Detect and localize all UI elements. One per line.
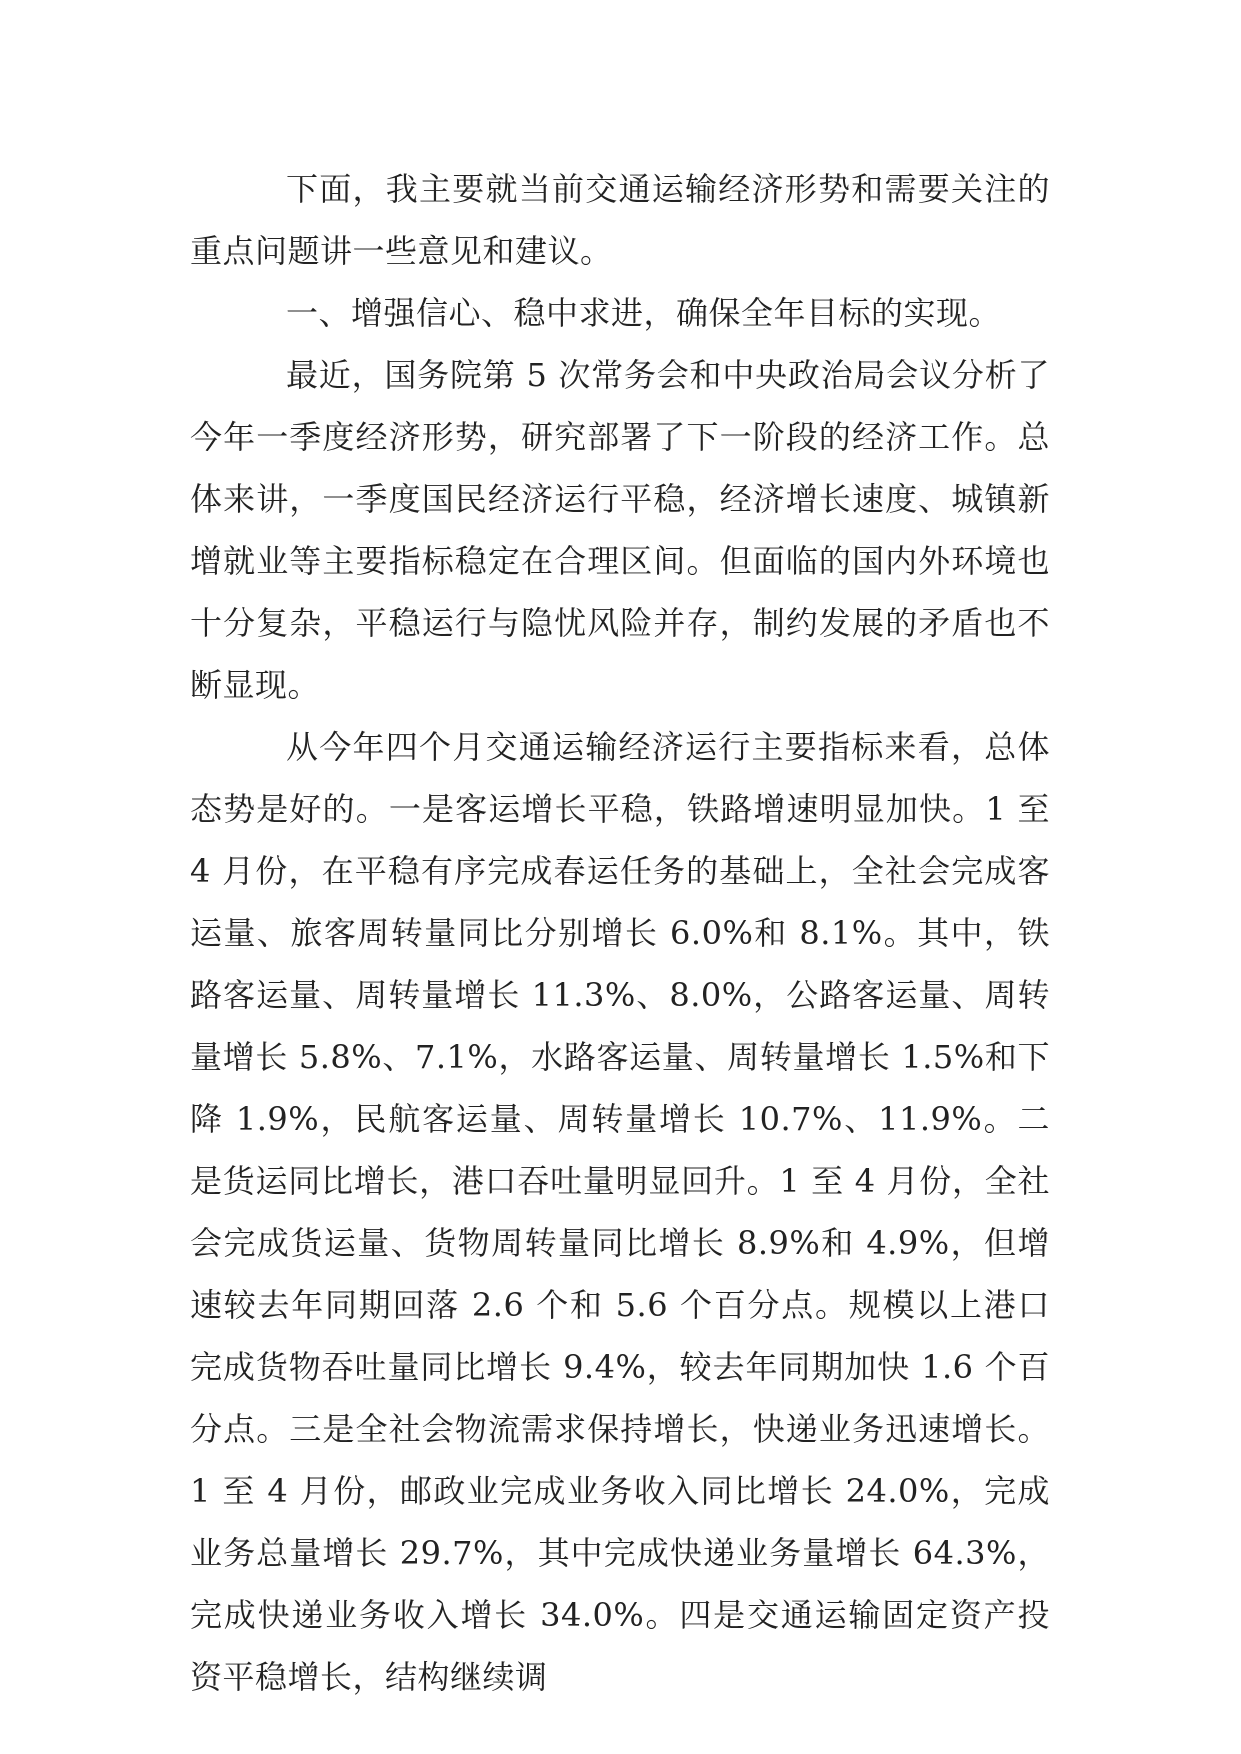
section-heading: 一、增强信心、稳中求进，确保全年目标的实现。 [286,294,1002,332]
document-body [190,158,1050,1708]
paragraph-transport-indicators: 从今年四个月交通运输经济运行主要指标来看，总体态势是好的。一是客运增长平稳，铁路增速明显加快。1 至 4 月份，在平稳有序完成春运任务的基础上，全社会完成客运量、旅客周转量同比分别增长 6.0%和 8.1%。其中，铁路客运量、周转量增长 11.3%、8.0%，公路客运量、周转量增长 5.8%、7.1%，水路客运量、周转量增长 1.5%和下降 1.9%，民航客运量、周转量增长 10.7%、11.9%。二是货运同比增长，港口吞吐量明显回升。1 至 4 月份，全社会完成货运量、货物周转量同比增长 8.9%和 4.9%，但增速较去年同期回落 2.6 个和 5.6 个百分点。规模以上港口完成货物吞吐量同比增长 9.4%，较去年同期加快 1.6 个百分点。三是全社会物流需求保持增长，快递业务迅速增长。1 至 4 月份，邮政业完成业务收入同比增长 24.0%，完成业务总量增长 29.7%，其中完成快递业务量增长 64.3%，完成快递业务收入增长 34.0%。四是交通运输固定资产投资平稳增长，结构继续调 [190,728,1050,1696]
paragraph-intro: 下面，我主要就当前交通运输经济形势和需要关注的重点问题讲一些意见和建议。 [190,170,1050,270]
paragraph-economy-overview: 最近，国务院第 5 次常务会和中央政治局会议分析了今年一季度经济形势，研究部署了下一阶段的经济工作。总体来讲，一季度国民经济运行平稳，经济增长速度、城镇新增就业等主要指标稳定在合理区间。但面临的国内外环境也十分复杂，平稳运行与隐忧风险并存，制约发展的矛盾也不断显现。 [190,356,1050,704]
